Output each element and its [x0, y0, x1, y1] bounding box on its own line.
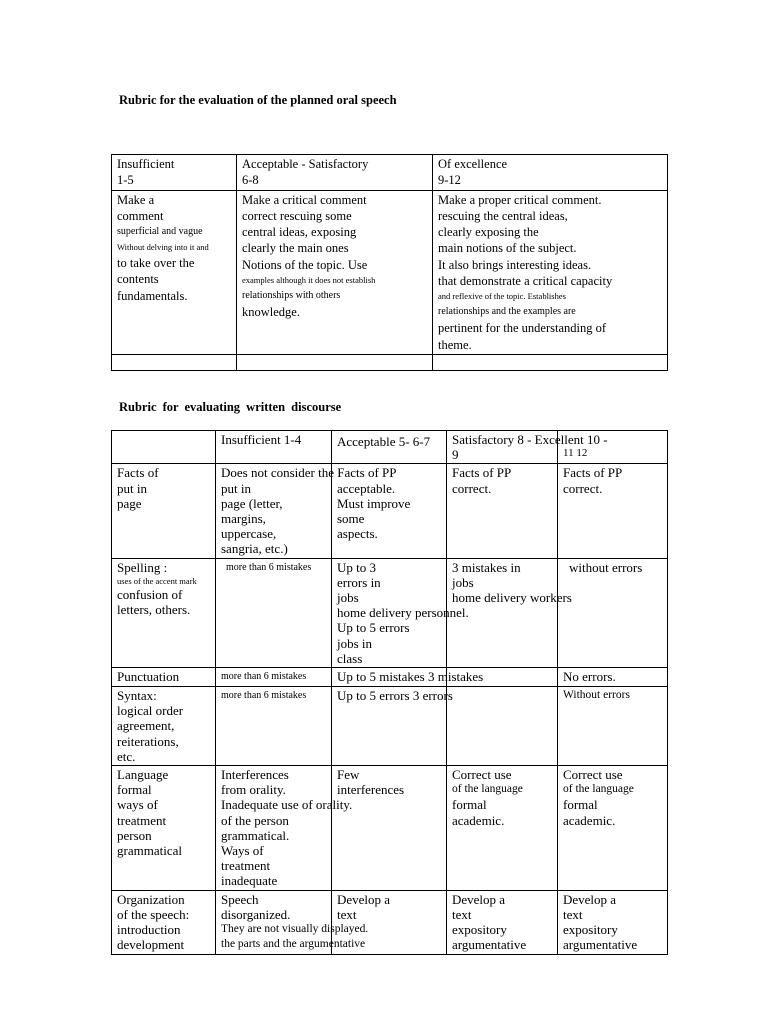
cell-line: Organization	[117, 891, 185, 907]
cell-line: clearly the main ones	[242, 241, 349, 256]
cell-line: page	[117, 495, 142, 511]
table-row	[112, 190, 668, 354]
cell-line: Must improve	[337, 495, 411, 511]
cell-line: jobs	[452, 574, 474, 590]
header-label: Satisfactory 8 - Excellent 10 -	[452, 432, 608, 447]
excellent-cell	[558, 464, 668, 558]
cell-line: without errors	[569, 559, 643, 575]
cell-line: that demonstrate a critical capacity	[438, 274, 613, 289]
cell-line: more than 6 mistakes	[221, 690, 307, 702]
cell-line: put in	[117, 480, 147, 496]
table-row	[112, 890, 668, 954]
acceptable-cell	[332, 668, 484, 687]
header-label: Of excellence	[438, 157, 508, 171]
header-excellence	[433, 155, 668, 191]
header-label: Acceptable - Satisfactory	[242, 157, 369, 171]
table-row	[112, 464, 668, 558]
cell-line: acceptable.	[337, 480, 396, 496]
cell-line: development	[117, 937, 185, 953]
satisfactory-cell	[447, 464, 558, 558]
cell-line: disorganized.	[221, 906, 291, 922]
insufficient-cell	[216, 687, 332, 766]
cell-line: Without errors	[563, 689, 630, 702]
empty-row	[112, 354, 668, 370]
cell-line: Facts of	[117, 465, 159, 481]
empty-cell	[237, 354, 433, 370]
header-insufficient	[112, 155, 237, 191]
cell-line: sangria, etc.)	[221, 541, 288, 557]
insufficient-cell	[216, 558, 332, 667]
cell-line: formal	[452, 797, 487, 813]
cell-line: Up to 5 errors	[337, 620, 410, 636]
cell-line: to take over the	[117, 256, 195, 271]
header-range: 9	[452, 447, 459, 463]
cell-line: some	[337, 511, 365, 527]
cell-line: more than 6 mistakes	[221, 671, 307, 683]
cell-line: Facts of PP	[563, 465, 623, 481]
cell-line: Up to 3	[337, 559, 376, 575]
cell-line: class	[337, 650, 363, 666]
cell-line: Develop a	[563, 891, 617, 907]
cell-line: Punctuation	[117, 669, 180, 685]
cell-line: Syntax:	[117, 688, 157, 704]
cell-line: treatment	[117, 812, 167, 828]
cell-line: 3 mistakes in	[452, 559, 521, 575]
header-label: Acceptable 5- 6-7	[337, 434, 431, 449]
table-row	[112, 558, 668, 667]
criteria-cell	[112, 558, 216, 667]
cell-line: Develop a	[337, 891, 391, 907]
cell-line: more than 6 mistakes	[226, 561, 312, 573]
cell-line: page (letter,	[221, 495, 283, 511]
acceptable-cell	[332, 558, 469, 667]
cell-line: Facts of PP	[452, 465, 512, 481]
cell-line: Language	[117, 767, 169, 783]
cell-line: It also brings interesting ideas.	[438, 257, 592, 272]
cell-line: formal	[563, 797, 598, 813]
cell-insufficient	[112, 190, 237, 354]
satisfactory-cell	[447, 766, 558, 891]
cell-line: Does not consider the Facts of PP	[221, 465, 397, 481]
cell-line: confusion of	[117, 586, 183, 602]
cell-line: and reflexive of the topic. Establishes	[438, 291, 566, 302]
cell-line: text	[337, 906, 357, 922]
criteria-cell	[112, 464, 216, 558]
cell-line: inadequate	[221, 873, 278, 889]
table-header-row	[112, 155, 668, 191]
cell-line: introduction	[117, 922, 181, 938]
header-label: Insufficient	[117, 157, 175, 171]
cell-line: Inadequate use of orality.	[221, 797, 353, 813]
cell-line: jobs in	[337, 635, 373, 651]
cell-line: correct.	[563, 480, 603, 496]
excellent-cell	[558, 668, 668, 687]
excellent-cell	[558, 687, 668, 766]
cell-line: treatment	[221, 858, 271, 874]
cell-line: Notions of the topic. Use	[242, 257, 368, 272]
header-range: 6-8	[242, 173, 259, 188]
header-acceptable	[237, 155, 433, 191]
cell-line: uses of the accent mark	[117, 575, 197, 586]
cell-line: clearly exposing the	[438, 225, 539, 240]
cell-line: Few	[337, 767, 360, 783]
cell-line: the parts and the argumentative	[221, 938, 366, 951]
cell-line: Make a proper critical comment.	[438, 192, 602, 207]
cell-line: Make a critical comment	[242, 192, 367, 207]
oral-rubric-title: Rubric for the evaluation of the planned oral speech	[119, 93, 397, 107]
cell-line: text	[452, 906, 472, 922]
cell-line: letters, others.	[117, 602, 191, 618]
table-row	[112, 766, 668, 891]
oral-speech-rubric-table	[111, 154, 668, 371]
header-range: 1-5	[117, 173, 134, 188]
cell-line: Correct use	[563, 767, 623, 783]
table-header-row	[112, 431, 668, 464]
cell-line: rescuing the central ideas,	[438, 208, 568, 223]
cell-line: academic.	[452, 812, 505, 828]
criteria-cell	[112, 766, 216, 891]
cell-line: argumentative	[563, 937, 638, 953]
cell-line: formal	[117, 782, 152, 798]
cell-line: home delivery personnel.	[337, 605, 469, 621]
criteria-cell	[112, 668, 216, 687]
satisfactory-cell	[447, 890, 558, 954]
cell-line: grammatical	[117, 843, 182, 859]
cell-line: contents	[117, 272, 159, 287]
cell-line: relationships and the examples are	[438, 306, 576, 318]
cell-line: theme.	[438, 337, 472, 352]
cell-line: of the language	[563, 783, 634, 796]
cell-line: pertinent for the understanding of	[438, 321, 607, 336]
cell-line: They are not visually displayed.	[221, 923, 369, 936]
written-rubric-title: Rubric for evaluating written discourse	[119, 400, 342, 414]
cell-line: Speech	[221, 891, 259, 907]
cell-line: margins,	[221, 511, 266, 527]
acceptable-cell	[332, 766, 447, 891]
cell-line: Correct use	[452, 767, 512, 783]
cell-line: of the language	[452, 783, 523, 796]
cell-line: Up to 5 mistakes 3 mistakes	[337, 669, 484, 685]
header-range: 9-12	[438, 173, 461, 188]
cell-line: Develop a	[452, 891, 506, 907]
cell-excellence	[433, 190, 668, 354]
cell-line: Up to 5 errors 3 errors	[337, 688, 453, 704]
cell-line: aspects.	[337, 526, 378, 542]
empty-cell	[433, 354, 668, 370]
cell-line: Spelling :	[117, 559, 168, 575]
cell-line: errors in	[337, 574, 381, 590]
cell-line: comment	[117, 208, 164, 223]
header-label: Insufficient 1-4	[221, 432, 302, 447]
cell-line: correct.	[452, 480, 492, 496]
cell-line: fundamentals.	[117, 288, 188, 303]
cell-line: No errors.	[563, 669, 616, 685]
cell-line: text	[563, 906, 583, 922]
cell-line: expository	[452, 922, 507, 938]
cell-line: agreement,	[117, 718, 175, 734]
cell-line: of the person	[221, 812, 289, 828]
cell-line: Make a	[117, 192, 155, 207]
cell-acceptable	[237, 190, 433, 354]
empty-cell	[112, 354, 237, 370]
cell-line: reiterations,	[117, 733, 179, 749]
header-insufficient	[216, 431, 332, 464]
excellent-cell	[558, 766, 668, 891]
cell-line: logical order	[117, 703, 184, 719]
cell-line: expository	[563, 922, 618, 938]
cell-line: jobs	[337, 590, 359, 606]
satisfactory-cell	[447, 687, 558, 766]
criteria-cell	[112, 687, 216, 766]
cell-line: academic.	[563, 812, 616, 828]
cell-line: knowledge.	[242, 305, 300, 320]
cell-line: ways of	[117, 797, 158, 813]
written-discourse-rubric-table	[111, 430, 668, 955]
cell-line: home delivery workers	[452, 590, 572, 606]
cell-line: correct rescuing some	[242, 208, 352, 223]
excellent-cell	[558, 890, 668, 954]
table-row	[112, 687, 668, 766]
cell-line: examples although it does not establish	[242, 275, 376, 286]
excellent-cell	[558, 558, 668, 667]
cell-line: Ways of	[221, 843, 264, 859]
cell-line: argumentative	[452, 937, 527, 953]
cell-line: Without delving into it and	[117, 242, 209, 253]
cell-line: uppercase,	[221, 526, 277, 542]
cell-line: Interferences	[221, 767, 289, 783]
table-row	[112, 668, 668, 687]
header-criteria	[112, 431, 216, 464]
cell-line: main notions of the subject.	[438, 241, 577, 256]
insufficient-cell	[216, 668, 332, 687]
cell-line: relationships with others	[242, 290, 341, 302]
cell-line: etc.	[117, 748, 136, 764]
cell-line: central ideas, exposing	[242, 225, 357, 240]
criteria-cell	[112, 890, 216, 954]
cell-line: interferences	[337, 782, 405, 798]
acceptable-cell	[332, 687, 453, 766]
cell-line: of the speech:	[117, 906, 190, 922]
cell-line: person	[117, 827, 152, 843]
cell-line: superficial and vague	[117, 226, 203, 238]
cell-line: put in	[221, 480, 251, 496]
cell-line: grammatical.	[221, 827, 290, 843]
header-acceptable	[332, 431, 447, 464]
cell-line: from orality.	[221, 782, 286, 798]
header-range: 11 12	[563, 447, 588, 459]
